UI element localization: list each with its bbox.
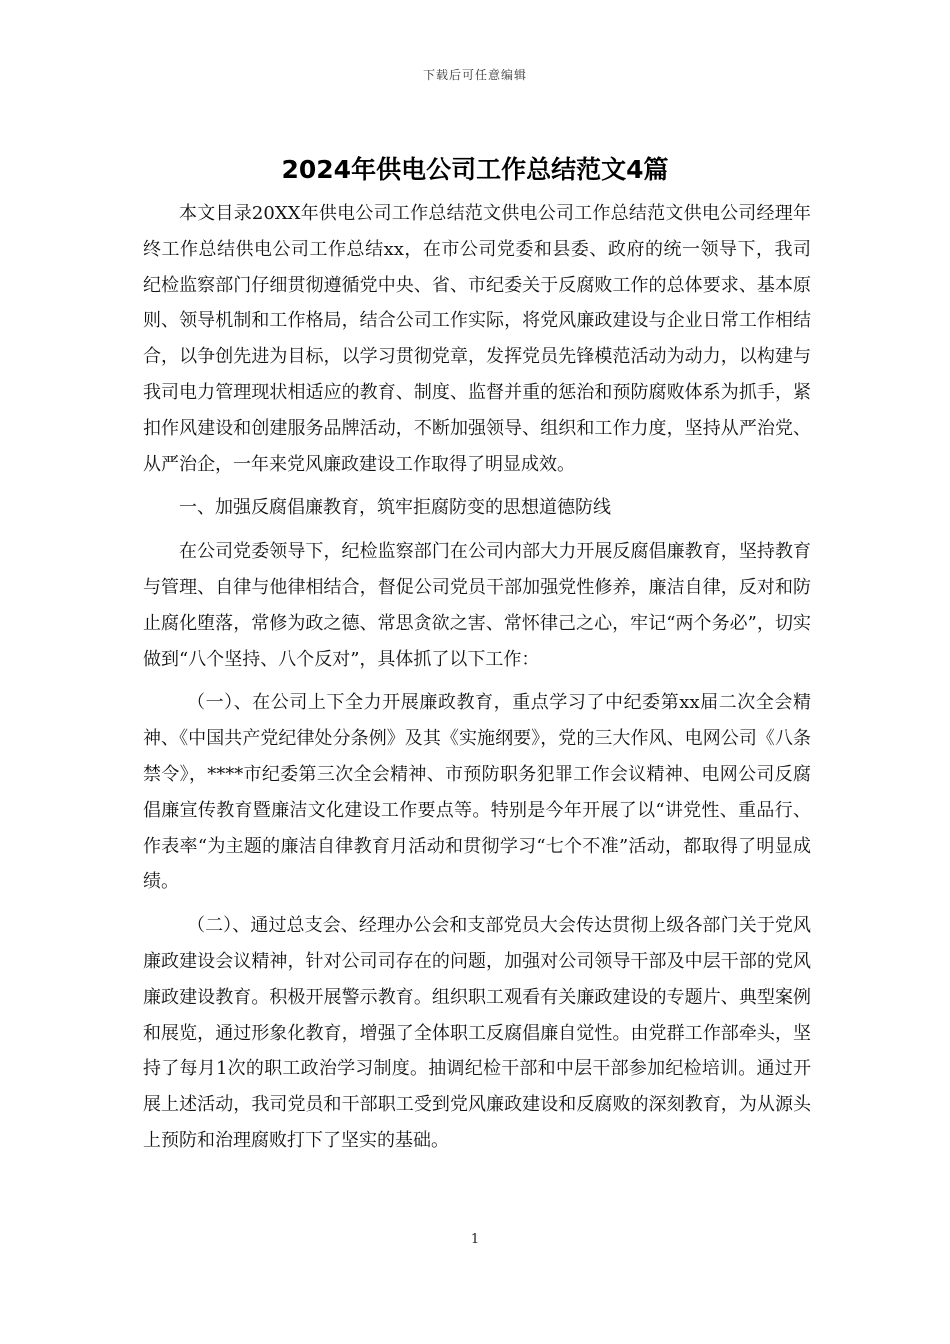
section-paragraph: 在公司党委领导下，纪检监察部门在公司内部大力开展反腐倡廉教育，坚持教育与管理、自律与他律相结合，督促公司党员干部加强党性修养，廉洁自律，反对和防止腐化堕落，常修为政之德、常思贪欲之害、常怀律己之心，牢记“两个务必”，切实做到“八个坚持、八个反对”，具体抓了以下工作： [143, 541, 811, 670]
page-number: 1 [470, 1232, 480, 1247]
section-heading: 一、加强反腐倡廉教育，筑牢拒腐防变的思想道德防线 [179, 497, 611, 519]
document-body [143, 196, 811, 1167]
subsection-paragraph-2: （二）、通过总支会、经理办公会和支部党员大会传达贯彻上级各部门关于党风廉政建设会议精神，针对公司司存在的问题，加强对公司领导干部及中层干部的党风廉政建设教育。积极开展警示教育。组织职工观看有关廉政建设的专题片、典型案例和展览，通过形象化教育，增强了全体职工反腐倡廉自觉性。由党群工作部牵头，坚持了每月1次的职工政治学习制度。抽调纪检干部和中层干部参加纪检培训。通过开展上述活动，我司党员和干部职工受到党风廉政建设和反腐败的深刻教育，为从源头上预防和治理腐败打下了坚实的基础。 [143, 915, 811, 1151]
header-note: 下载后可任意编辑 [422, 68, 527, 82]
intro-paragraph: 本文目录20XX年供电公司工作总结范文供电公司工作总结范文供电公司经理年终工作总结供电公司工作总结xx，在市公司党委和县委、政府的统一领导下，我司纪检监察部门仔细贯彻遵循党中央、省、市纪委关于反腐败工作的总体要求、基本原则、领导机制和工作格局，结合公司工作实际，将党风廉政建设与企业日常工作相结合，以争创先进为目标，以学习贯彻党章，发挥党员先锋模范活动为动力，以构建与我司电力管理现状相适应的教育、制度、监督并重的惩治和预防腐败体系为抓手，紧扣作风建设和创建服务品牌活动，不断加强领导、组织和工作力度，坚持从严治党、从严治企，一年来党风廉政建设工作取得了明显成效。 [143, 203, 811, 475]
subsection-paragraph-1: （一）、在公司上下全力开展廉政教育，重点学习了中纪委第xx届二次全会精神、《中国共产党纪律处分条例》及其《实施纲要》，党的三大作风、电网公司《八条禁令》，****市纪委第三次全会精神、市预防职务犯罪工作会议精神、电网公司反腐倡廉宣传教育暨廉洁文化建设工作要点等。特别是今年开展了以“讲党性、重品行、作表率“为主题的廉洁自律教育月活动和贯彻学习“七个不准”活动，都取得了明显成绩。 [143, 692, 811, 893]
document-title: 2024年供电公司工作总结范文4篇 [281, 155, 669, 184]
